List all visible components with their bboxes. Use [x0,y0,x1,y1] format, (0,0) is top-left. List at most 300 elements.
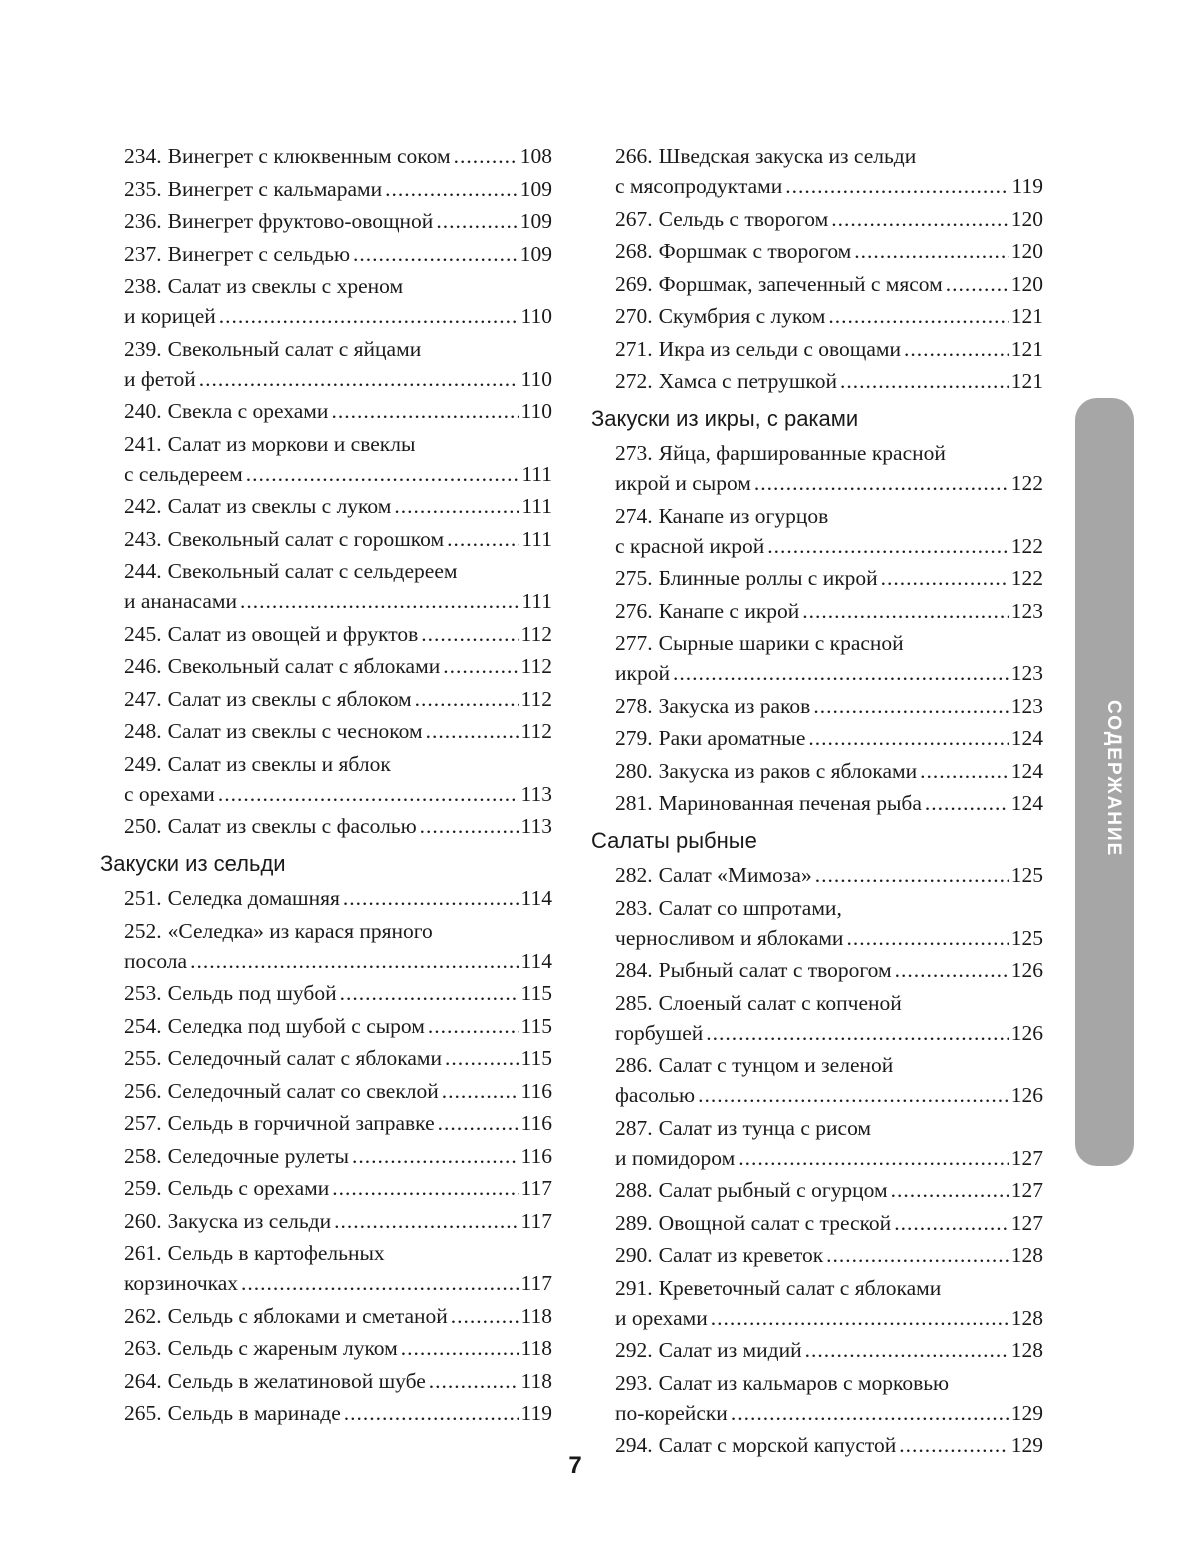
toc-entry-number: 256. [124,1078,162,1103]
toc-entry[interactable] [591,860,1043,890]
toc-entry[interactable] [100,396,552,426]
toc-entry-title: и орехами [615,1305,708,1330]
toc-entry-title-line [100,239,552,269]
toc-entry-page: 128 [1010,1338,1043,1362]
toc-entry-page: 124 [1010,726,1043,750]
toc-entry[interactable] [100,429,552,489]
toc-entry[interactable] [591,955,1043,985]
toc-entry-title-line [100,334,552,364]
toc-entry-number: 290. [615,1243,653,1267]
toc-entry-continuation-line [100,301,552,331]
toc-entry[interactable] [100,1206,552,1236]
toc-entry[interactable] [100,524,552,554]
toc-entry-number: 238. [124,274,162,298]
toc-entry-page: 124 [1010,758,1043,783]
toc-entry-continuation-line [591,1303,1043,1333]
toc-entry-title: с мясопродуктами [615,174,783,198]
dot-leader [846,923,1008,953]
toc-entry[interactable] [591,204,1043,234]
toc-entry-page: 110 [520,399,552,423]
toc-entry-page: 120 [1010,239,1043,263]
toc-entry-page: 114 [520,948,552,973]
toc-entry[interactable] [591,269,1043,299]
toc-entry-page: 115 [520,1013,552,1038]
toc-entry-title-line [100,1043,552,1073]
toc-entry-page: 116 [520,1078,552,1103]
toc-entry[interactable] [100,239,552,269]
toc-entry-number: 265. [124,1401,162,1425]
toc-entry-page: 119 [1011,174,1043,198]
toc-entry-title-line [100,1011,552,1041]
toc-entry[interactable] [100,491,552,521]
toc-entry[interactable] [591,596,1043,626]
dot-leader [754,468,1009,498]
toc-entry-number: 276. [615,598,653,623]
toc-entry-number: 269. [615,271,653,296]
toc-entry-number: 250. [124,814,162,838]
toc-entry[interactable] [100,619,552,649]
toc-entry[interactable] [100,749,552,809]
toc-entry[interactable] [100,556,552,616]
toc-entry-page: 127 [1010,1145,1043,1170]
toc-entry-title-line [591,893,1043,923]
toc-entry-page: 112 [520,621,552,646]
toc-entry[interactable] [100,716,552,746]
toc-entry-title-line [591,269,1043,299]
toc-entry-number: 236. [124,209,162,233]
toc-entry-number: 278. [615,693,653,718]
dot-leader [447,524,519,554]
toc-entry[interactable] [100,1043,552,1073]
toc-entry[interactable] [100,1173,552,1203]
toc-entry-page: 109 [519,209,552,233]
toc-entry-number: 253. [124,981,162,1005]
toc-entry-title: Сельдь с жареным луком [167,1336,398,1360]
dot-leader [738,1143,1009,1173]
toc-entry[interactable] [100,883,552,913]
toc-entry-number: 240. [124,399,162,423]
toc-entry-number: 279. [615,726,653,750]
toc-entry-title: посола [124,948,188,973]
toc-entry-page: 113 [520,814,552,838]
toc-entry-title: Свекольный салат с яблоками [167,654,441,678]
toc-entry-number: 263. [124,1336,162,1360]
toc-entry-title: «Селедка» из карася пряного [167,918,433,943]
dot-leader [426,716,519,746]
toc-entry[interactable] [100,978,552,1008]
toc-entry[interactable] [100,174,552,204]
toc-entry-title-line [100,684,552,714]
toc-entry-title: Раки ароматные [658,726,806,750]
toc-entry-page: 115 [520,1046,552,1070]
toc-entry-number: 241. [124,431,162,456]
dot-leader [352,1141,519,1171]
dot-leader [218,779,519,809]
toc-entry-title-line [100,1333,552,1363]
toc-entry-title-line [591,141,1043,171]
dot-leader [815,860,1009,890]
toc-entry[interactable] [591,1208,1043,1238]
toc-entry-title-line [591,1050,1043,1080]
toc-entry-number: 262. [124,1303,162,1328]
toc-entry-title-line [591,301,1043,331]
page-number: 7 [568,1452,582,1479]
toc-entry-number: 274. [615,503,653,528]
toc-entry[interactable] [100,684,552,714]
toc-entry-number: 268. [615,239,653,263]
toc-entry-title-line [100,651,552,681]
toc-entry-title: икрой [615,661,670,685]
toc-entry-title: Селедочный салат со свеклой [167,1078,439,1103]
dot-leader [698,1080,1009,1110]
dot-leader [925,788,1009,818]
dot-leader [415,684,519,714]
toc-entry[interactable] [100,1301,552,1331]
dot-leader [334,1206,518,1236]
toc-entry-title: Скумбрия с луком [658,304,826,328]
toc-entry-page: 121 [1010,369,1043,393]
side-tab-label: СОДЕРЖАНИЕ [1103,700,1124,858]
toc-entry[interactable] [591,628,1043,688]
toc-entry-number: 264. [124,1368,162,1393]
toc-entry[interactable] [591,1175,1043,1205]
dot-leader [420,811,519,841]
toc-entry-page: 126 [1010,958,1043,982]
toc-entry-page: 118 [520,1303,552,1328]
toc-entry-title: Креветочный салат с яблоками [658,1275,942,1300]
toc-entry-title: Салат со шпротами, [658,895,842,920]
toc-entry-number: 235. [124,176,162,201]
toc-entry-number: 291. [615,1275,653,1300]
toc-entry-title-line [591,596,1043,626]
dot-leader [894,1208,1009,1238]
toc-entry[interactable] [591,1368,1043,1428]
toc-entry[interactable] [591,893,1043,953]
toc-entry-page: 111 [521,589,552,613]
toc-entry[interactable] [100,811,552,841]
toc-entry[interactable] [591,366,1043,396]
toc-entry-title: и помидором [615,1145,736,1170]
dot-leader [840,366,1009,396]
toc-entry-page: 125 [1010,925,1043,950]
toc-entry-page: 118 [520,1336,552,1360]
toc-entry-number: 267. [615,206,653,231]
toc-entry-page: 112 [520,719,552,743]
toc-entry[interactable] [100,334,552,394]
toc-entry-title: Форшмак с творогом [658,239,852,263]
dot-leader [442,1076,519,1106]
toc-entry-title-line [100,429,552,459]
toc-entry[interactable] [591,1050,1043,1110]
toc-entry[interactable] [591,438,1043,498]
toc-entry-number: 247. [124,686,162,711]
toc-entry-title: фасолью [615,1083,696,1107]
toc-entry-title-line [591,501,1043,531]
toc-entry-title-line [591,756,1043,786]
toc-entry-title: икрой и сыром [615,471,751,495]
dot-leader [219,301,519,331]
toc-entry-title-line [591,1240,1043,1270]
toc-entry[interactable] [591,501,1043,561]
toc-entry-title: Селедочный салат с яблоками [167,1046,443,1070]
toc-entry[interactable] [100,1398,552,1428]
toc-entry[interactable] [100,1076,552,1106]
toc-entry-title: Закуска из раков с яблоками [658,758,918,783]
dot-leader [246,459,520,489]
toc-entry-number: 254. [124,1013,162,1038]
toc-entry-page: 123 [1010,598,1043,623]
toc-entry-title-line [100,1206,552,1236]
dot-leader [340,978,519,1008]
toc-entry-number: 259. [124,1176,162,1200]
toc-entry-title-line [100,619,552,649]
section-heading: Салаты рыбные [591,828,757,853]
dot-leader [445,1043,519,1073]
toc-entry-title: Салат из мидий [658,1338,802,1362]
dot-leader [711,1303,1009,1333]
toc-entry[interactable] [591,563,1043,593]
toc-entry[interactable] [591,301,1043,331]
toc-entry-number: 282. [615,863,653,887]
toc-entry-page: 117 [520,1271,552,1295]
toc-entry[interactable] [100,1238,552,1298]
toc-entry[interactable] [100,271,552,331]
toc-entry-title: Свекольный салат с горошком [167,526,445,551]
toc-entry-title: Сельдь с яблоками и сметаной [167,1303,448,1328]
toc-entry-title: черносливом и яблоками [615,925,844,950]
dot-leader [454,141,518,171]
toc-entry-page: 122 [1010,566,1043,590]
toc-entry-title: Закуска из сельди [167,1208,332,1233]
toc-entry-number: 270. [615,304,653,328]
toc-entry-number: 277. [615,631,653,655]
toc-entry-number: 266. [615,144,653,168]
toc-entry-title-line [100,978,552,1008]
toc-entry-page: 109 [519,176,552,201]
toc-entry-title: и ананасами [124,589,237,613]
toc-entry-title: с орехами [124,781,215,806]
toc-entry-title-line [591,438,1043,468]
dot-leader [920,756,1009,786]
toc-entry-continuation-line [591,1018,1043,1048]
toc-entry-title-line [591,1273,1043,1303]
dot-leader [438,1108,519,1138]
dot-leader [429,1366,519,1396]
toc-entry-title: горбушей [615,1020,704,1045]
toc-entry-continuation-line [100,946,552,976]
toc-entry-title: Овощной салат с треской [658,1210,892,1235]
toc-entry-title: Салат из свеклы с луком [167,494,392,518]
toc-entry-page: 111 [521,494,552,518]
toc-entry-page: 117 [520,1208,552,1233]
toc-entry-title: Салат из тунца с рисом [658,1115,872,1140]
toc-entry[interactable] [591,1273,1043,1333]
toc-entry-title: Винегрет с кальмарами [167,176,383,201]
toc-entry-title: Свекла с орехами [167,399,329,423]
toc-entry-title-line [100,1108,552,1138]
toc-entry-title: Хамса с петрушкой [658,369,838,393]
toc-entry-number: 243. [124,526,162,551]
toc-entry-title: Салат из овощей и фруктов [167,621,419,646]
dot-leader [808,723,1008,753]
toc-entry-title: Свекольный салат с сельдереем [167,559,458,583]
toc-entry-title-line [100,1173,552,1203]
dot-leader [428,1011,519,1041]
toc-entry-number: 285. [615,990,653,1015]
toc-entry-title: корзиночках [124,1271,239,1295]
toc-entry-title-line [100,524,552,554]
toc-entry[interactable] [591,691,1043,721]
dot-leader [451,1301,519,1331]
toc-entry-page: 127 [1010,1210,1043,1235]
toc-entry-page: 116 [520,1143,552,1168]
dot-leader [895,955,1009,985]
toc-entry[interactable] [100,651,552,681]
toc-entry-title-line [100,811,552,841]
toc-entry-page: 108 [519,144,552,168]
toc-entry-continuation-line [591,658,1043,688]
toc-entry-number: 287. [615,1115,653,1140]
toc-entry-title: Салат из креветок [658,1243,824,1267]
toc-entry-number: 258. [124,1143,162,1168]
toc-entry-title-line [591,628,1043,658]
toc-entry-page: 110 [520,366,552,391]
toc-entry[interactable] [591,723,1043,753]
toc-entry-title-line [100,1141,552,1171]
toc-entry-title-line [100,396,552,426]
toc-entry-page: 126 [1010,1020,1043,1045]
toc-entry-page: 113 [520,781,552,806]
toc-entry-number: 292. [615,1338,653,1362]
toc-entry-title-line [100,556,552,586]
toc-entry-continuation-line [591,171,1043,201]
toc-entry[interactable] [591,1113,1043,1173]
toc-entry-title-line [100,883,552,913]
toc-entry-continuation-line [591,923,1043,953]
toc-entry-title: Салат рыбный с огурцом [658,1178,888,1202]
dot-leader [353,239,518,269]
toc-entry[interactable] [100,1366,552,1396]
dot-leader [881,563,1009,593]
toc-entry-title: с сельдереем [124,461,243,486]
toc-entry-page: 117 [520,1176,552,1200]
toc-entry-title-line [591,236,1043,266]
toc-entry[interactable] [100,206,552,236]
toc-entry-title: Салат из свеклы с яблоком [167,686,412,711]
toc-entry-title: Рыбный салат с творогом [658,958,892,982]
toc-entry-number: 289. [615,1210,653,1235]
toc-entry-number: 294. [615,1433,653,1457]
toc-entry-number: 242. [124,494,162,518]
dot-leader [394,491,519,521]
toc-entry[interactable] [100,916,552,976]
toc-entry-number: 293. [615,1370,653,1395]
toc-entry-title: Селедочные рулеты [167,1143,349,1168]
toc-entry-title: Винегрет с клюквенным соком [167,144,451,168]
toc-entry-page: 123 [1010,661,1043,685]
toc-entry-title: Селедка под шубой с сыром [167,1013,425,1038]
toc-column-left [100,141,552,1431]
toc-entry-title: и фетой [124,366,196,391]
toc-entry-number: 275. [615,566,653,590]
toc-entry-title-line [591,1175,1043,1205]
toc-entry-page: 118 [520,1368,552,1393]
toc-entry-number: 272. [615,369,653,393]
toc-entry[interactable] [591,334,1043,364]
toc-entry[interactable] [591,1335,1043,1365]
toc-entry-number: 245. [124,621,162,646]
dot-leader [385,174,518,204]
toc-entry-number: 273. [615,441,653,465]
toc-entry[interactable] [100,141,552,171]
toc-entry-title-line [100,271,552,301]
toc-entry-title: Шведская закуска из сельди [658,144,917,168]
toc-entry-title: и корицей [124,304,216,328]
toc-entry[interactable] [591,141,1043,201]
toc-entry-page: 112 [520,686,552,711]
toc-entry-title-line [100,916,552,946]
toc-entry-title-line [100,206,552,236]
toc-entry-number: 271. [615,336,653,361]
toc-entry-title-line [100,491,552,521]
toc-entry-page: 110 [520,304,552,328]
toc-entry-page: 114 [520,886,552,910]
toc-entry-title-line [591,860,1043,890]
toc-entry-title: Салат «Мимоза» [658,863,812,887]
toc-entry[interactable] [100,1108,552,1138]
toc-entry-number: 252. [124,918,162,943]
toc-entry-title: Салат с тунцом и зеленой [658,1053,894,1077]
toc-entry-title-line [591,1335,1043,1365]
toc-entry-title-line [591,1368,1043,1398]
toc-entry-title: Салат из свеклы с фасолью [167,814,417,838]
toc-entry[interactable] [591,756,1043,786]
toc-entry-continuation-line [100,779,552,809]
toc-entry-continuation-line [100,364,552,394]
toc-entry-title-line [100,174,552,204]
dot-leader [706,1018,1008,1048]
toc-entry-title: Яйца, фаршированные красной [658,441,946,465]
toc-entry[interactable] [100,1141,552,1171]
toc-entry-title-line [591,334,1043,364]
toc-entry-title: Винегрет фруктово-овощной [167,209,434,233]
dot-leader [199,364,519,394]
dot-leader [401,1333,519,1363]
toc-entry-title: Сельдь с орехами [167,1176,330,1200]
toc-entry[interactable] [591,1240,1043,1270]
toc-entry-page: 111 [521,461,552,486]
toc-entry-title-line [591,723,1043,753]
toc-entry[interactable] [591,236,1043,266]
toc-entry-title: Сельдь с творогом [658,206,829,231]
toc-entry-page: 115 [520,981,552,1005]
toc-entry[interactable] [100,1333,552,1363]
toc-entry-page: 124 [1010,791,1043,815]
dot-leader [190,946,518,976]
dot-leader [826,1240,1009,1270]
toc-entry[interactable] [591,788,1043,818]
toc-entry-title-line [591,691,1043,721]
toc-entry[interactable] [100,1011,552,1041]
toc-entry-title-line [100,716,552,746]
toc-entry-number: 251. [124,886,162,910]
toc-entry[interactable] [591,988,1043,1048]
toc-entry-number: 248. [124,719,162,743]
toc-entry-page: 119 [520,1401,552,1425]
toc-entry-continuation-line [591,468,1043,498]
toc-entry-title: Сельдь в картофельных [167,1241,385,1265]
section-heading: Закуски из икры, с раками [591,406,859,431]
